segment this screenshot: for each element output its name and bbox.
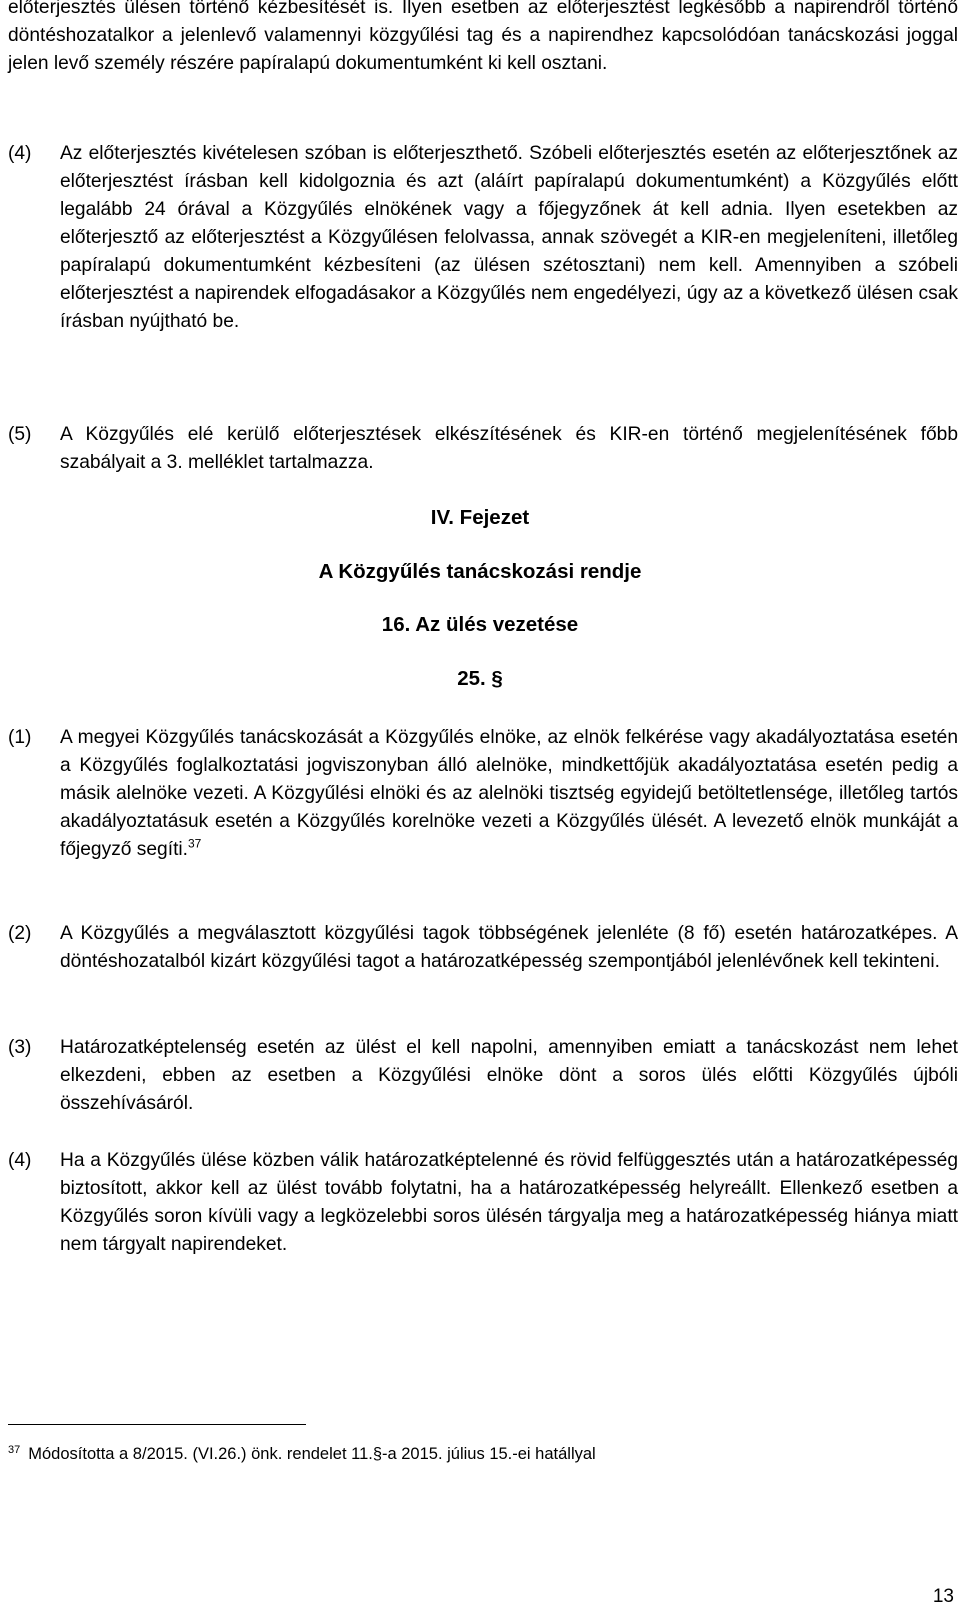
section-number: 25.	[457, 667, 492, 690]
section-heading	[0, 665, 960, 693]
chapter-title: A Közgyűlés tanácskozási rendje	[318, 560, 642, 583]
section-symbol: §	[491, 667, 503, 690]
paragraph-text: Határozatképtelenség esetén az ülést el kell napolni, amennyiben emiatt a tanácskozást nem lehet elkezdeni, ebben az esetben a Közgyűlési elnöke dönt a soros ülés előtti Közgyűlés újbóli összehívásáról.	[60, 1037, 958, 1114]
section-25-paragraph-4	[8, 1147, 958, 1259]
paragraph-number: (5)	[8, 424, 32, 445]
paragraph-4	[8, 140, 958, 336]
paragraph-text: A Közgyűlés elé kerülő előterjesztések elkészítésének és KIR-en történő megjelenítésének főbb szabályait a 3. melléklet tartalmazza.	[60, 424, 958, 473]
paragraph-number: (4)	[8, 1150, 32, 1171]
section-25-paragraph-2	[8, 920, 958, 976]
subsection-title: 16. Az ülés vezetése	[381, 613, 579, 636]
paragraph-5	[8, 421, 958, 477]
footnote-divider	[8, 1424, 306, 1425]
footnote-text: Módosította a 8/2015. (VI.26.) önk. rendelet 11.§-a 2015. július 15.-ei hatállyal	[28, 1445, 596, 1463]
page-number: 13	[932, 1586, 954, 1607]
paragraph-text-content: A megyei Közgyűlés tanácskozását a Közgyűlés elnöke, az elnök felkérése vagy akadályoztatása esetén a Közgyűlés foglalkoztatási jogviszonyban álló alelnöke, mindkettőjük akadályoztatása esetén pedig a másik alelnöke vezeti. A Közgyűlési elnöki és az alelnöki tisztség egyidejű betöltetlensége, illetőleg tartós akadályoztatásuk esetén a Közgyűlés korelnöke vezeti a Közgyűlés ülését. A levezető elnök munkáját a főjegyző segíti.	[60, 727, 958, 860]
paragraph-number: (1)	[8, 727, 32, 748]
paragraph-text	[60, 724, 958, 864]
footnote-number: 37	[8, 1443, 21, 1456]
paragraph-number: (3)	[8, 1037, 32, 1058]
intro-paragraph	[8, 0, 958, 78]
intro-text: előterjesztés ülésen történő kézbesítését is. Ilyen esetben az előterjesztést legkésőbb a napirendről történő döntéshozatalkor a jelenlevő valamennyi közgyűlési tag és a napirendhez kapcsolódóan tanácskozási joggal jelen levő személy részére papíralapú dokumentumként ki kell osztani.	[8, 0, 958, 74]
section-25-paragraph-3	[8, 1034, 958, 1118]
section-25-paragraph-1	[8, 724, 958, 864]
paragraph-text: A Közgyűlés a megválasztott közgyűlési tagok többségének jelenléte (8 fő) esetén határozatképes. A döntéshozatalból kizárt közgyűlési tagot a határozatképesség szempontjából jelenlévőnek kell tekinteni.	[60, 923, 958, 972]
footnote-reference[interactable]: 37	[188, 836, 202, 851]
footnote	[8, 1442, 948, 1466]
paragraph-number: (4)	[8, 143, 32, 164]
paragraph-text: Az előterjesztés kivételesen szóban is előterjeszthető. Szóbeli előterjesztés esetén az előterjesztőnek az előterjesztést írásban kell kidolgoznia és azt (aláírt papíralapú dokumentumként) a Közgyűlés előtt legalább 24 órával a Közgyűlés elnökének vagy a főjegyzőnek át kell adnia. Ilyen esetekben az előterjesztő az előterjesztést a Közgyűlésen felolvassa, annak szövegét a KIR-en megjeleníteni, illetőleg papíralapú dokumentumként kézbesíteni (az ülésen szétosztani) nem kell. Amennyiben a szóbeli előterjesztést a napirendek elfogadásakor a Közgyűlés nem engedélyezi, úgy az a következő ülésen csak írásban nyújtható be.	[60, 143, 958, 332]
paragraph-number: (2)	[8, 923, 32, 944]
paragraph-text: Ha a Közgyűlés ülése közben válik határozatképtelenné és rövid felfüggesztés után a határozatképesség biztosított, akkor kell az ülést tovább folytatni, ha a határozatképesség helyreállt. Ellenkező esetben a Közgyűlés soron kívüli vagy a legközelebbi soros ülésén tárgyalja meg a határozatképesség hiánya miatt nem tárgyalt napirendeket.	[60, 1150, 958, 1255]
chapter-heading: IV. Fejezet	[430, 506, 530, 529]
